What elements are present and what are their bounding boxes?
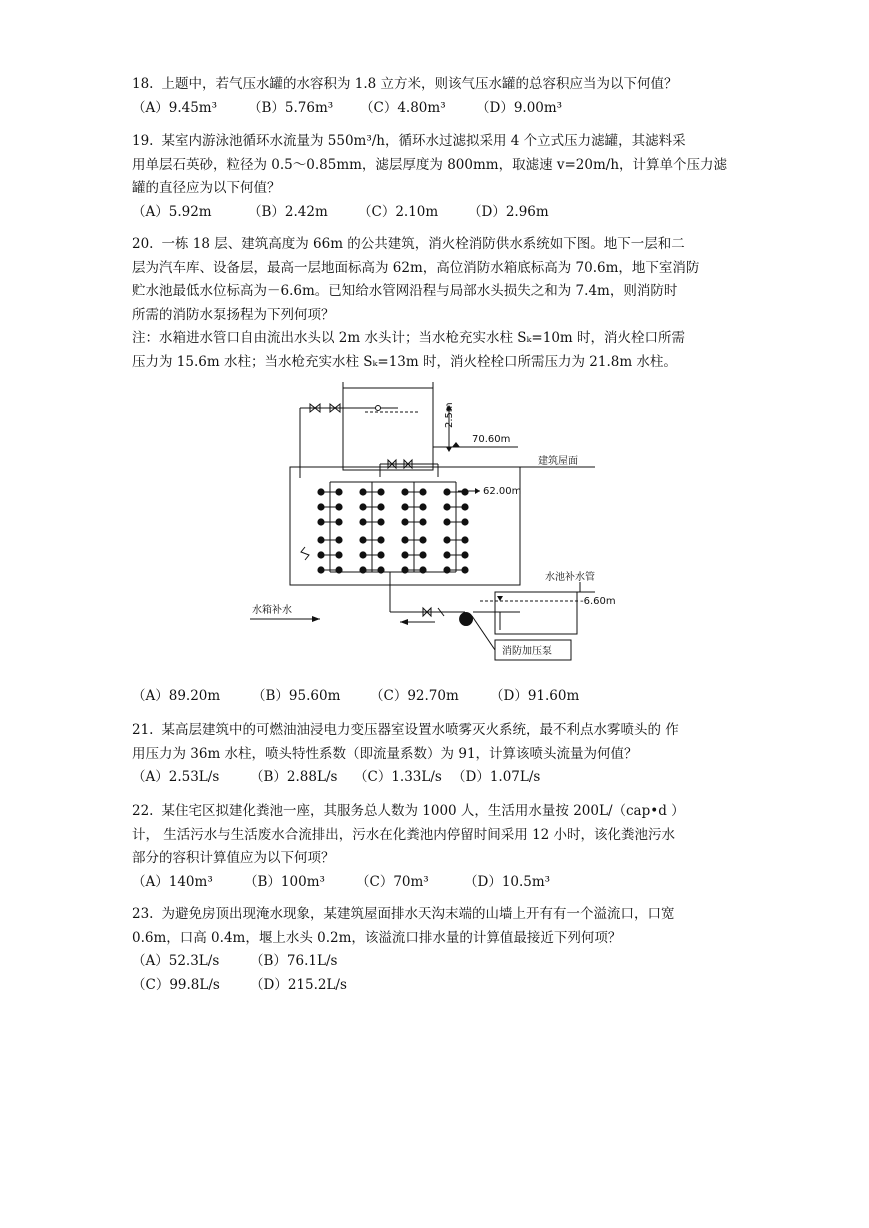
options-row [132,950,744,974]
question-text: 上题中，若气压水罐的水容积为 1.8 立方米，则该气压水罐的总容积应当为以下何值？ [161,76,678,92]
question-line: 罐的直径应为以下何值？ [132,180,281,196]
question-line: 一栋 18 层、建筑高度为 66m 的公共建筑，消火栓消防供水系统如下图。地下一层和二 [161,236,685,252]
tank-refill-label: 水箱补水 [252,605,292,616]
question-line: 某住宅区拟建化粪池一座，其服务总人数为 1000 人，生活用水量按 200L/（cap•d ） [161,803,685,819]
roof-label: 建筑屋面 [538,456,578,467]
option-d: （D）9.00m³ [476,99,563,116]
option-a: （A）2.53L/s [132,769,220,785]
option-c: （C）4.80m³ [360,99,446,116]
question-note: 注：水箱进水管口自由流出水头以 2m 水头计；当水枪充实水柱 Sₖ=10m 时，消火栓口所需 [132,330,686,346]
question-18 [132,73,744,120]
options-row [132,871,744,895]
option-b: （B）2.88L/s [250,769,338,785]
fire-water-pool [495,592,577,634]
question-line: 计， 生活污水与生活废水合流排出，污水在化粪池内停留时间采用 12 小时，该化粪池污水 [132,826,676,843]
question-line: 部分的容积计算值应为以下何项？ [132,850,335,866]
option-c: （C）1.33L/s [354,769,442,785]
tank-height-label: 2.5m [444,402,455,428]
question-line: 某高层建筑中的可燃油油浸电力变压器室设置水喷雾灭火系统，最不利点水雾喷头的 作 [161,722,679,738]
option-b: （B）2.42m [248,203,328,220]
question-line: 所需的消防水泵扬程为下列何项？ [132,306,335,323]
option-a: （A）140m³ [132,873,213,890]
option-a: （A）89.20m [132,688,221,704]
fire-hydrant-system-diagram [240,382,640,667]
option-d: （D）215.2L/s [250,976,347,993]
option-b: （B）76.1L/s [250,953,338,969]
options-row [132,97,744,121]
tank-elevation-label: 70.60m [472,434,511,445]
top-floor-elevation-label: 62.00m [483,486,522,497]
option-d: （D）10.5m³ [464,873,551,890]
question-line: 贮水池最低水位标高为－6.6m。已知给水管网沿程与局部水头损失之和为 7.4m，则消防时 [132,283,678,299]
question-20 [132,233,744,374]
option-c: （C）70m³ [356,873,429,890]
elevated-water-tank [343,388,433,470]
question-line: 为避免房顶出现淹水现象，某建筑屋面排水天沟末端的山墙上开有有一个溢流口，口宽 [161,906,675,922]
question-number: 23. [132,906,154,922]
options-row [132,685,744,709]
question-22 [132,800,744,894]
question-line: 用单层石英砂，粒径为 0.5～0.85mm，滤层厚度为 800mm，取滤速 v=20m/h，计算单个压力滤 [132,156,728,173]
option-a: （A）9.45m³ [132,99,218,116]
options-row [132,201,744,225]
question-line: 层为汽车库、设备层，最高一层地面标高为 62m，高位消防水箱底标高为 70.6m，地下室消防 [132,259,700,276]
option-c: （C）92.70m [370,688,459,704]
pool-refill-label: 水池补水管 [545,572,595,583]
option-d: （D）91.60m [490,688,580,704]
question-number: 18. [132,76,154,92]
hydrant-grid [317,488,468,573]
question-line: 某室内游泳池循环水流量为 550m³/h，循环水过滤拟采用 4 个立式压力滤罐，其滤料采 [161,133,686,149]
option-d: （D）2.96m [468,203,549,220]
option-c: （C）2.10m [358,203,439,220]
option-d: （D）1.07L/s [452,769,541,785]
pump-label: 消防加压泵 [502,646,552,657]
question-number: 20. [132,236,154,252]
pool-elevation-label: -6.60m [580,596,616,607]
question-19 [132,130,744,224]
option-b: （B）95.60m [252,688,341,704]
question-21 [132,719,744,790]
question-23 [132,903,744,997]
question-20-options [132,685,744,709]
option-a: （A）52.3L/s [132,953,220,969]
option-a: （A）5.92m [132,203,212,220]
question-note: 压力为 15.6m 水柱；当水枪充实水柱 Sₖ=13m 时，消火栓栓口所需压力为 21.8m 水柱。 [132,353,677,370]
question-line: 用压力为 36m 水柱，喷头特性系数（即流量系数）为 91，计算该喷头流量为何值？ [132,745,638,762]
options-row [132,974,744,998]
option-b: （B）5.76m³ [248,99,334,116]
question-number: 21. [132,722,154,738]
question-number: 22. [132,803,154,819]
question-line: 0.6m，口高 0.4m，堰上水头 0.2m，该溢流口排水量的计算值最接近下列何项？ [132,929,622,946]
options-row [132,766,744,790]
option-b: （B）100m³ [244,873,325,890]
option-c: （C）99.8L/s [132,976,220,993]
question-number: 19. [132,133,154,149]
